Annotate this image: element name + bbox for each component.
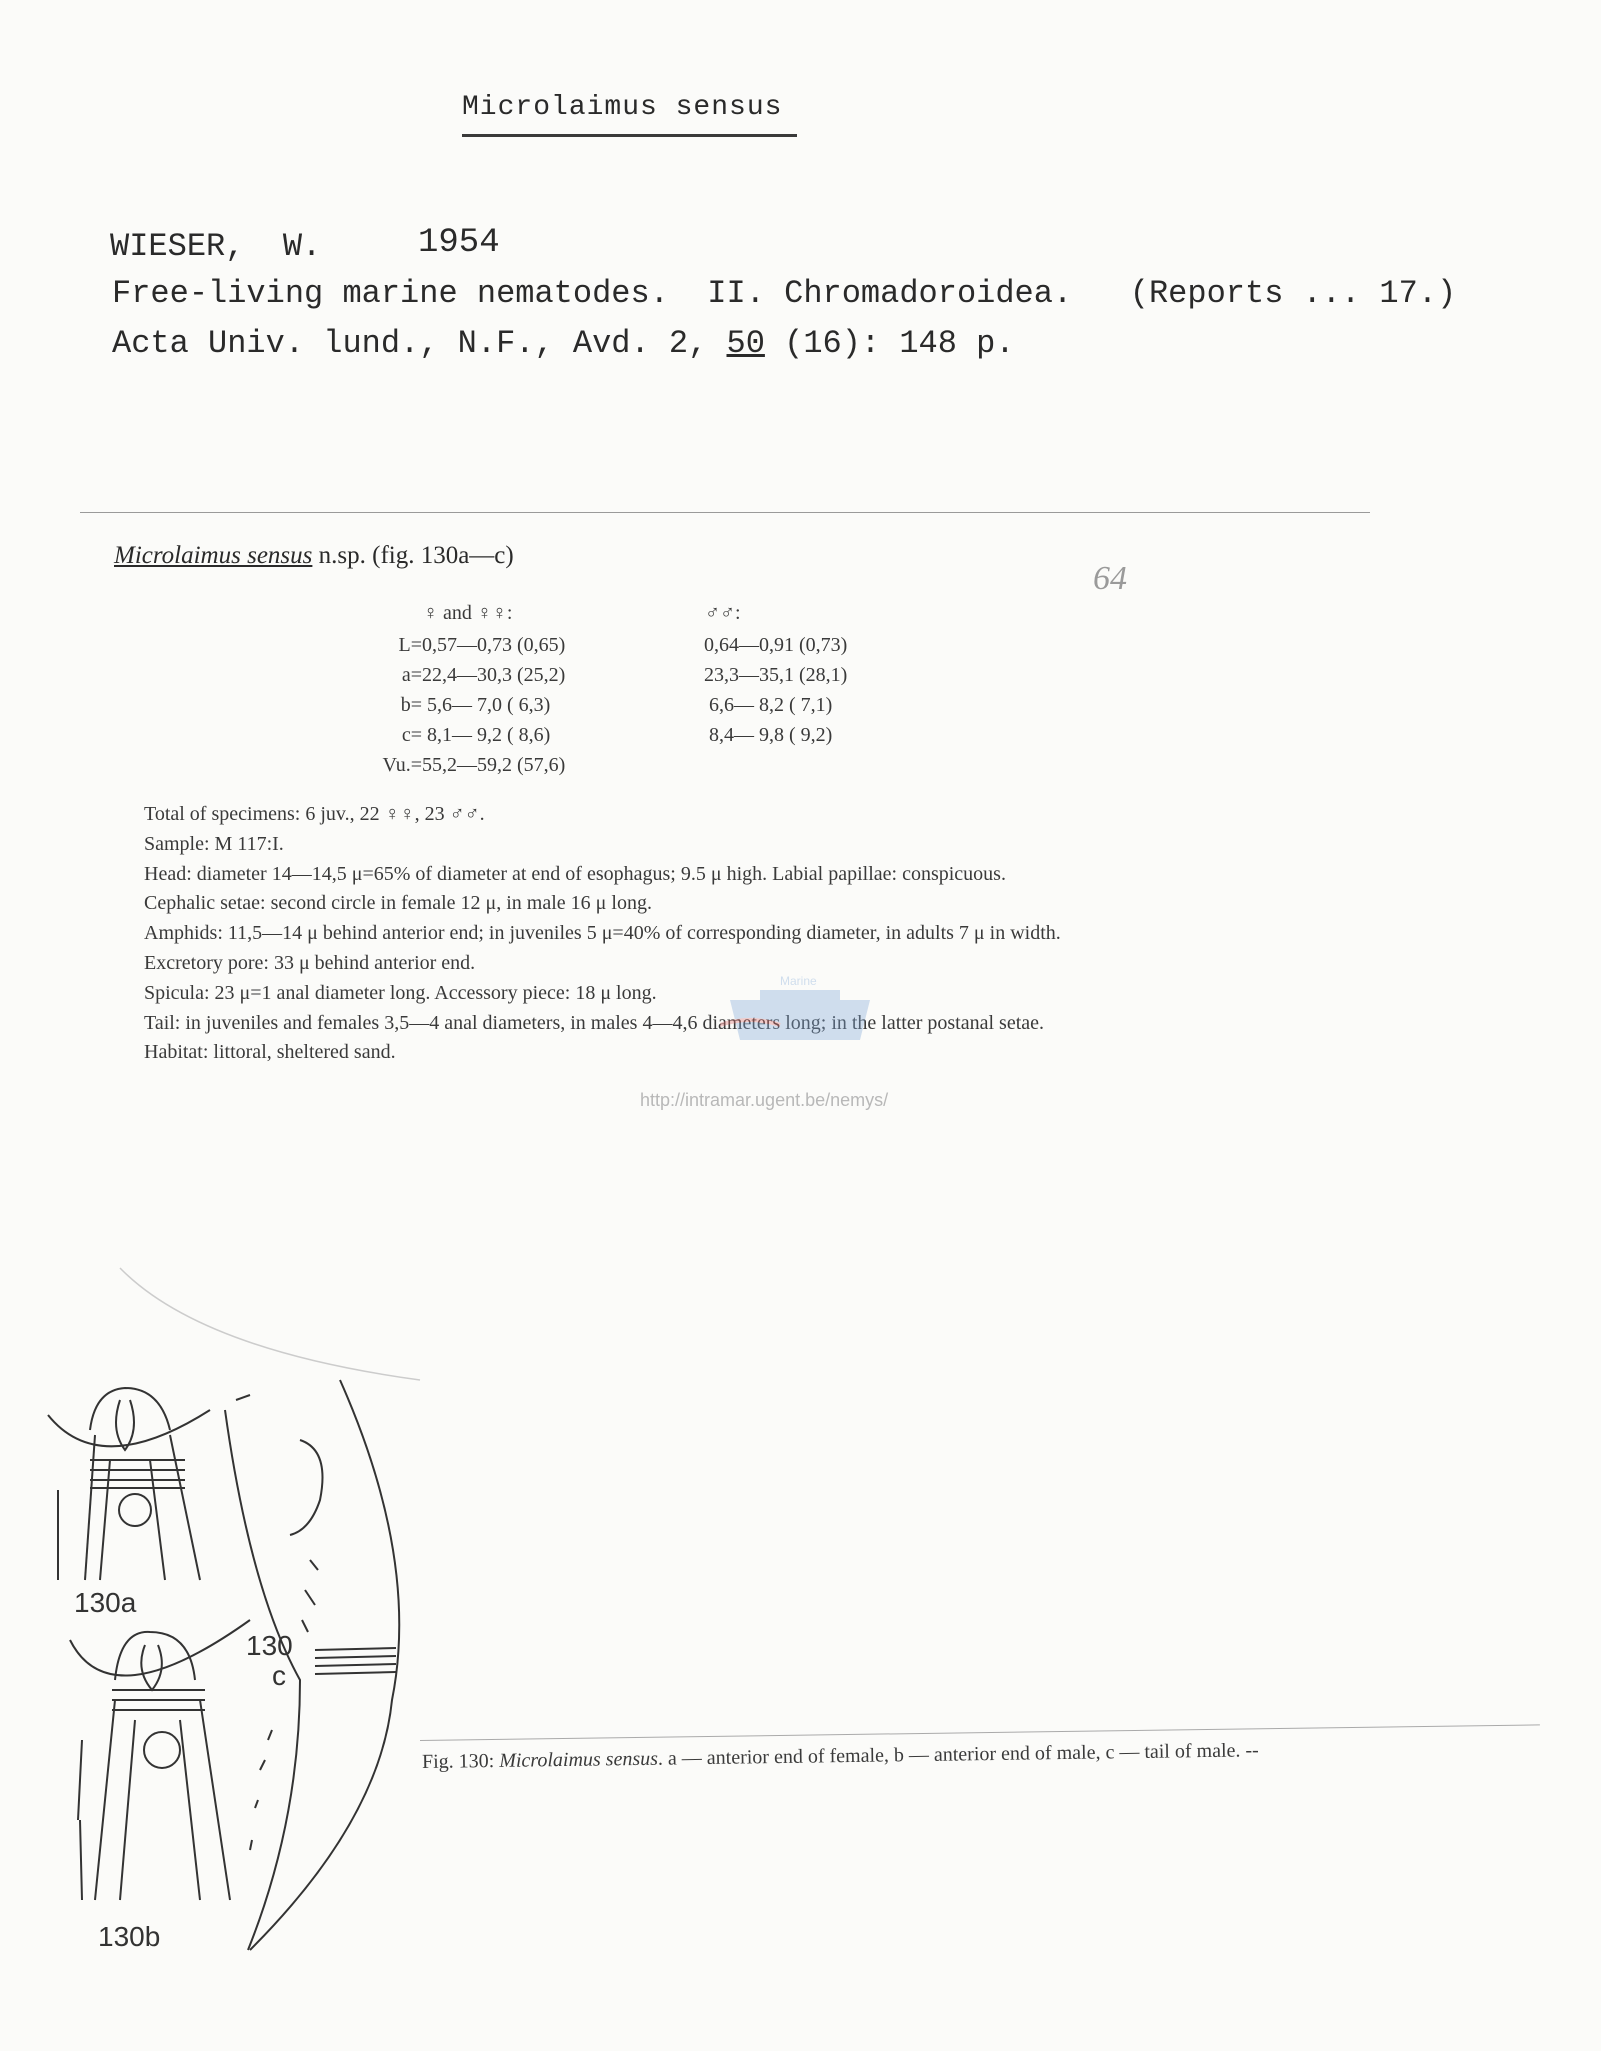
species-heading [114, 542, 514, 570]
journal-volume: 50 [726, 325, 765, 362]
male-header: ♂♂: [705, 601, 741, 624]
table-header-row [370, 596, 946, 630]
description-paragraph: Sample: M 117:I. [144, 832, 284, 855]
female-value: 0,57—0,73 (0,65) [422, 633, 566, 656]
section-divider [80, 512, 1370, 513]
watermark-logo [720, 970, 880, 1060]
table-row [370, 720, 946, 750]
watermark-url: http://intramar.ugent.be/nemys/ [640, 1090, 889, 1110]
table-row [370, 630, 946, 660]
description-paragraph: Habitat: littoral, sheltered sand. [144, 1041, 396, 1064]
figure-130b-head [70, 1620, 250, 1900]
female-value: 5,6— 7,0 ( 6,3) [422, 693, 551, 716]
table-row [370, 690, 946, 720]
description-paragraph: Amphids: 11,5—14 μ behind anterior end; in juveniles 5 μ=40% of corresponding diameter, in adults 7 μ in width. [144, 922, 1061, 945]
row-label: c= [401, 723, 422, 746]
male-value: 0,64—0,91 (0,73) [704, 633, 848, 656]
description-paragraph: Cephalic setae: second circle in female 12 μ, in male 16 μ long. [144, 892, 652, 915]
handwritten-note: 64 [1093, 560, 1127, 597]
table-row [370, 750, 946, 780]
title-underline [462, 134, 797, 137]
description-paragraph: Spicula: 23 μ=1 anal diameter long. Accessory piece: 18 μ long. [144, 981, 657, 1004]
female-value: 55,2—59,2 (57,6) [422, 753, 566, 776]
reference-journal [112, 325, 1015, 362]
description-paragraph: Head: diameter 14—14,5 μ=65% of diameter at end of esophagus; 9.5 μ high. Labial papillae: conspicuous. [144, 862, 1006, 885]
label-130b: 130b [98, 1921, 161, 1952]
species-suffix: n.sp. (fig. 130a—c) [312, 542, 514, 569]
label-130a: 130a [74, 1587, 137, 1618]
label-130c-letter: c [272, 1660, 286, 1691]
caption-species: Microlaimus sensus [499, 1747, 659, 1772]
caption-prefix: Fig. 130: [421, 1749, 500, 1773]
row-label: b= [400, 693, 422, 716]
description-paragraph: Tail: in juveniles and females 3,5—4 anal diameters, in males 4—4,6 diameters long; in the latter postanal setae. [144, 1011, 1045, 1034]
measurements-table [370, 596, 946, 780]
male-value: 6,6— 8,2 ( 7,1) [704, 693, 833, 716]
journal-prefix: Acta Univ. lund., N.F., Avd. 2, [112, 325, 727, 362]
watermark-logo-text: Marine [780, 974, 817, 988]
journal-suffix: (16): 148 p. [764, 325, 1015, 362]
female-value: 8,1— 9,2 ( 8,6) [422, 723, 551, 746]
species-name: Microlaimus sensus [114, 542, 313, 569]
reference-title: Free-living marine nematodes. II. Chromadoroidea. (Reports ... 17.) [112, 275, 1457, 312]
table-row [370, 660, 946, 690]
male-value: 8,4— 9,8 ( 9,2) [704, 723, 833, 746]
figure-130a-head [48, 1388, 250, 1580]
female-header: ♀ and ♀♀: [423, 601, 513, 624]
female-value: 22,4—30,3 (25,2) [422, 663, 566, 686]
row-label: a= [401, 663, 422, 686]
label-130c-number: 130 [246, 1630, 293, 1661]
table-header-empty [370, 596, 422, 630]
male-value: 23,3—35,1 (28,1) [704, 663, 848, 686]
description-paragraph: Excretory pore: 33 μ behind anterior end. [144, 951, 476, 974]
reference-year: 1954 [418, 224, 500, 262]
page-title: Microlaimus sensus [462, 92, 783, 123]
row-label: Vu.= [382, 753, 422, 776]
caption-rest: . a — anterior end of female, b — anterior end of male, c — tail of male. -- [657, 1739, 1259, 1770]
figure-130c-tail [225, 1380, 399, 1950]
reference-author: WIESER, W. [110, 228, 322, 265]
male-value [704, 750, 946, 780]
row-label: L= [398, 633, 422, 656]
description-paragraph: Total of specimens: 6 juv., 22 ♀♀, 23 ♂♂. [144, 803, 485, 825]
description-text [114, 800, 1234, 1068]
nematode-drawing [0, 1260, 440, 1960]
